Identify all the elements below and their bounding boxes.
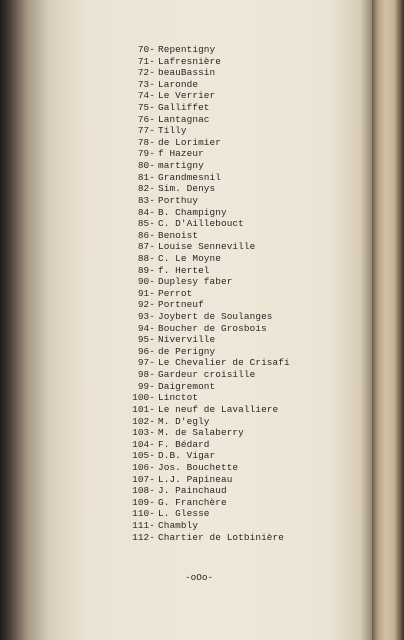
entry-name: Portneuf xyxy=(158,299,204,311)
entry-name: Le Chevalier de Crisafi xyxy=(158,357,290,369)
entry-number: 102- xyxy=(132,415,155,427)
entry-name: Boucher de Grosbois xyxy=(158,322,267,334)
entry-name: Lafresnière xyxy=(158,55,221,67)
entry-name: Niverville xyxy=(158,334,216,346)
list-item xyxy=(115,497,365,509)
entry-name: beauBassin xyxy=(158,67,216,79)
entry-name: J. Painchaud xyxy=(158,485,227,497)
entry-number: 94- xyxy=(137,322,155,334)
entry-name: C. Le Moyne xyxy=(158,252,221,264)
entry-number: 72- xyxy=(137,67,155,79)
list-item xyxy=(115,508,365,520)
entry-name: Linctot xyxy=(158,392,199,404)
list-item xyxy=(115,323,365,335)
entry-number: 73- xyxy=(137,78,155,90)
list-item xyxy=(115,44,365,56)
entry-number: 99- xyxy=(137,380,155,392)
list-item xyxy=(115,532,365,544)
list-item xyxy=(115,67,365,79)
entry-number: 109- xyxy=(132,496,155,508)
entry-name: Grandmesnil xyxy=(158,171,221,183)
list-item xyxy=(115,369,365,381)
list-item xyxy=(115,102,365,114)
entry-number: 110- xyxy=(132,508,155,520)
entry-number: 104- xyxy=(132,438,155,450)
entry-name: Sim. Denys xyxy=(158,183,216,195)
entry-number: 85- xyxy=(137,218,155,230)
entry-number: 96- xyxy=(137,345,155,357)
list-item xyxy=(115,520,365,532)
entry-name: D.B. Vigar xyxy=(158,450,216,462)
list-item xyxy=(115,218,365,230)
entry-name: B. Champigny xyxy=(158,206,227,218)
entry-number: 90- xyxy=(137,276,155,288)
entry-name: Le Verrier xyxy=(158,90,216,102)
list-item xyxy=(115,195,365,207)
list-item xyxy=(115,148,365,160)
entry-number: 78- xyxy=(137,136,155,148)
entry-name: M. D'egly xyxy=(158,415,210,427)
entry-name: martigny xyxy=(158,160,204,172)
list-item xyxy=(115,207,365,219)
entry-name: de Lorimier xyxy=(158,136,221,148)
entry-number: 89- xyxy=(137,264,155,276)
entry-number: 79- xyxy=(137,148,155,160)
list-item xyxy=(115,439,365,451)
entry-name: Jos. Bouchette xyxy=(158,461,239,473)
entry-number: 84- xyxy=(137,206,155,218)
entry-number: 82- xyxy=(137,183,155,195)
list-item xyxy=(115,79,365,91)
entry-number: 71- xyxy=(137,55,155,67)
entry-number: 70- xyxy=(137,44,155,55)
entry-number: 76- xyxy=(137,113,155,125)
entry-number: 111- xyxy=(132,519,155,531)
list-item xyxy=(115,311,365,323)
entry-number: 105- xyxy=(132,450,155,462)
list-item xyxy=(115,427,365,439)
entry-number: 81- xyxy=(137,171,155,183)
entry-name: f. Hertel xyxy=(158,264,210,276)
list-item xyxy=(115,276,365,288)
list-item xyxy=(115,357,365,369)
list-item xyxy=(115,474,365,486)
numbered-name-list xyxy=(115,44,365,543)
entry-name: Duplesy faber xyxy=(158,276,233,288)
entry-number: 75- xyxy=(137,102,155,114)
entry-name: de Perigny xyxy=(158,345,216,357)
entry-number: 108- xyxy=(132,485,155,497)
list-item xyxy=(115,416,365,428)
entry-name: Porthuy xyxy=(158,194,199,206)
entry-name: Daigremont xyxy=(158,380,216,392)
entry-number: 106- xyxy=(132,461,155,473)
entry-number: 98- xyxy=(137,369,155,381)
entry-name: Le neuf de Lavalliere xyxy=(158,403,279,415)
entry-name: Benoist xyxy=(158,229,199,241)
entry-name: Repentigny xyxy=(158,44,216,55)
entry-name: Gardeur croisille xyxy=(158,369,256,381)
list-item xyxy=(115,56,365,68)
list-item xyxy=(115,114,365,126)
list-item xyxy=(115,172,365,184)
entry-name: G. Franchère xyxy=(158,496,227,508)
entry-number: 92- xyxy=(137,299,155,311)
entry-name: Perrot xyxy=(158,287,193,299)
list-item xyxy=(115,404,365,416)
list-item xyxy=(115,137,365,149)
entry-number: 83- xyxy=(137,194,155,206)
entry-number: 91- xyxy=(137,287,155,299)
entry-name: Tilly xyxy=(158,125,187,137)
list-item xyxy=(115,183,365,195)
entry-name: Chartier de Lotbinière xyxy=(158,531,284,543)
list-item xyxy=(115,253,365,265)
entry-number: 100- xyxy=(132,392,155,404)
entry-name: Laronde xyxy=(158,78,199,90)
entry-number: 77- xyxy=(137,125,155,137)
list-item xyxy=(115,230,365,242)
list-item xyxy=(115,392,365,404)
entry-name: f Hazeur xyxy=(158,148,204,160)
list-item xyxy=(115,334,365,346)
list-item xyxy=(115,265,365,277)
entry-number: 93- xyxy=(137,311,155,323)
list-item xyxy=(115,346,365,358)
entry-number: 87- xyxy=(137,241,155,253)
entry-name: L.J. Papineau xyxy=(158,473,233,485)
footer-ornament: -oOo- xyxy=(185,572,214,583)
entry-number: 86- xyxy=(137,229,155,241)
list-item xyxy=(115,288,365,300)
entry-name: M. de Salaberry xyxy=(158,427,244,439)
entry-number: 80- xyxy=(137,160,155,172)
list-item xyxy=(115,485,365,497)
entry-name: Galliffet xyxy=(158,102,210,114)
entry-number: 74- xyxy=(137,90,155,102)
list-item xyxy=(115,381,365,393)
entry-name: L. Glesse xyxy=(158,508,210,520)
list-item xyxy=(115,160,365,172)
list-item xyxy=(115,299,365,311)
list-item xyxy=(115,125,365,137)
entry-number: 112- xyxy=(132,531,155,543)
entry-number: 101- xyxy=(132,403,155,415)
entry-number: 103- xyxy=(132,427,155,439)
list-item xyxy=(115,241,365,253)
list-item xyxy=(115,90,365,102)
list-item xyxy=(115,450,365,462)
entry-number: 95- xyxy=(137,334,155,346)
entry-number: 97- xyxy=(137,357,155,369)
entry-name: Joybert de Soulanges xyxy=(158,311,273,323)
entry-number: 107- xyxy=(132,473,155,485)
entry-name: Louise Senneville xyxy=(158,241,256,253)
entry-name: Lantagnac xyxy=(158,113,210,125)
entry-number: 88- xyxy=(137,252,155,264)
page-edge xyxy=(372,0,404,640)
entry-name: C. D'Aillebouct xyxy=(158,218,244,230)
list-item xyxy=(115,462,365,474)
entry-name: F. Bédard xyxy=(158,438,210,450)
entry-name: Chambly xyxy=(158,519,199,531)
